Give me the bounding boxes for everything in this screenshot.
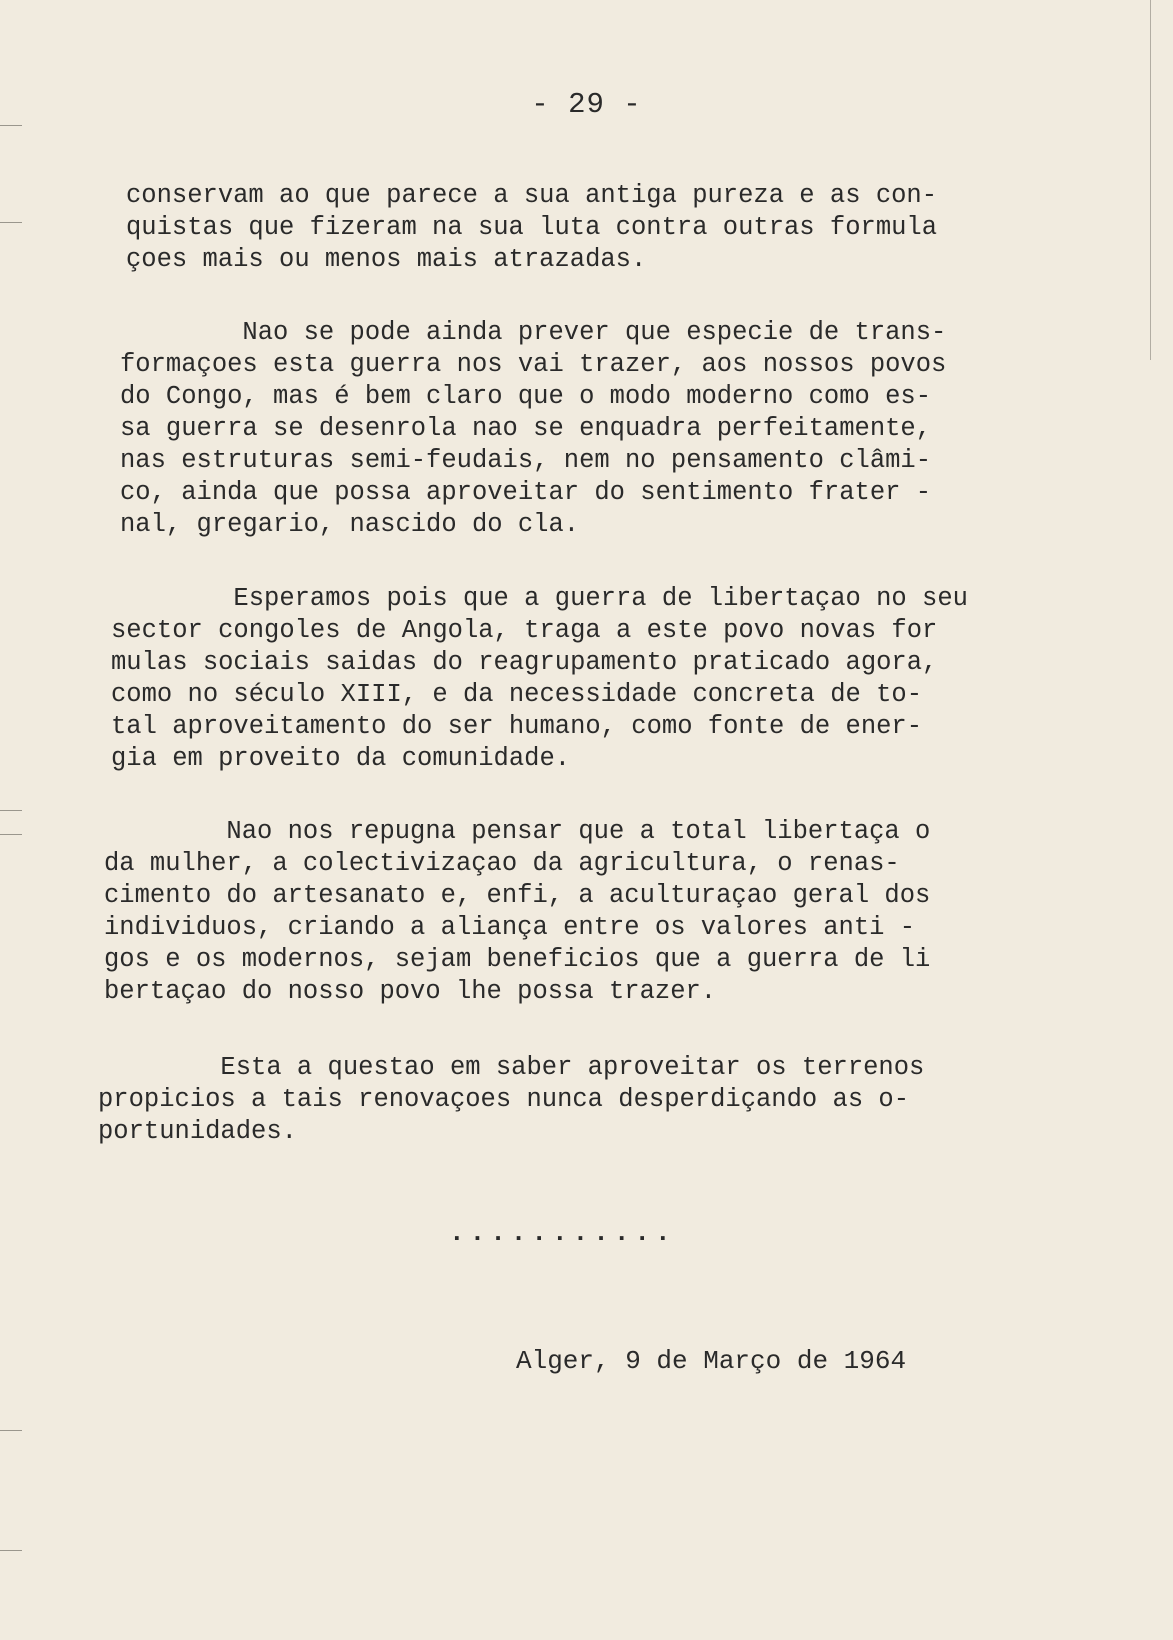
margin-mark <box>0 1550 22 1551</box>
paragraph-4: Nao nos repugna pensar que a total libertaça o da mulher, a colectivizaçao da agricultura, o renas- cimento do artesanato e, enfi, a aculturaçao geral dos individuos, criando a aliança entre os valores anti - gos e os modernos, sejam beneficios que a guerra de li bertaçao do nosso povo lhe possa trazer. <box>104 817 931 1006</box>
scan-edge-line <box>1150 0 1151 360</box>
place-date-signature: Alger, 9 de Março de 1964 <box>516 1346 907 1376</box>
paragraph-1: conservam ao que parece a sua antiga pureza e as con- quistas que fizeram na sua luta contra outras formula çoes mais ou menos mais atrazadas. <box>126 181 938 274</box>
margin-mark <box>0 222 22 223</box>
paragraph-5: Esta a questao em saber aproveitar os terrenos propicios a tais renovaçoes nunca desperdiçando as o- portunidades. <box>98 1053 925 1146</box>
page-number: - 29 - <box>531 88 642 121</box>
margin-mark <box>0 125 22 126</box>
paragraph-2: Nao se pode ainda prever que especie de trans- formaçoes esta guerra nos vai trazer, aos nossos povos do Congo, mas é bem claro que o modo moderno como es- sa guerra se desenrola nao se enquadra perfeitamente, nas estruturas semi-feudais, nem no pensamento clâmi- co, ainda que possa aproveitar do sentimento frater - nal, gregario, nascido do cla. <box>120 318 947 539</box>
section-separator: ........... <box>449 1218 676 1248</box>
margin-mark <box>0 834 22 835</box>
paragraph-3: Esperamos pois que a guerra de libertaçao no seu sector congoles de Angola, traga a este povo novas for mulas sociais saidas do reagrupamento praticado agora, como no século XIII, e da necessidade concreta de to- tal aproveitamento do ser humano, como fonte de ener- gia em proveito da comunidade. <box>111 584 968 773</box>
margin-mark <box>0 810 22 811</box>
margin-mark <box>0 1430 22 1431</box>
